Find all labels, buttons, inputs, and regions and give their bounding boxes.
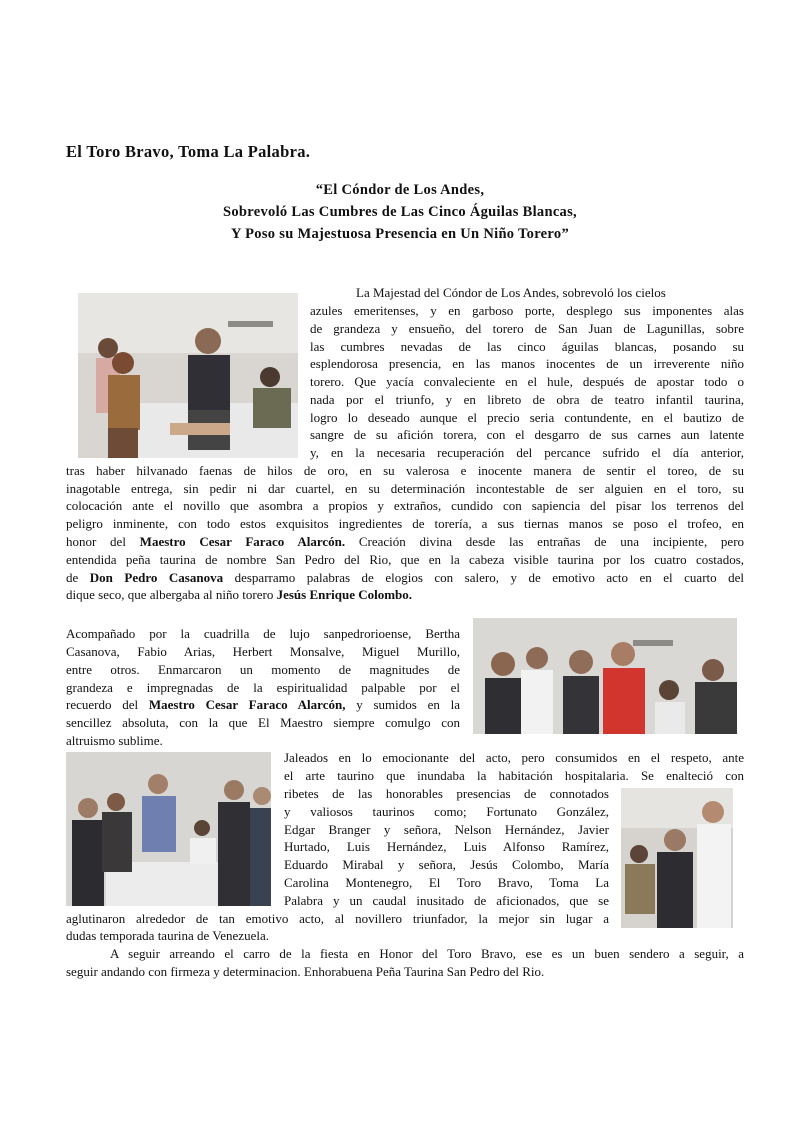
text: honor del <box>66 534 126 549</box>
paragraph-3-line-4: y valiosos taurinos como; Fortunato González, <box>284 804 609 819</box>
bold-name: Maestro Cesar Faraco Alarcón, <box>148 697 346 712</box>
text: desparramo palabras de elogios con salero, y de emotivo acto en el cuarto del <box>234 570 745 585</box>
paragraph-1-line-1 <box>310 284 744 302</box>
paragraph-3-line-3: ribetes de las honorables presencias de connotados <box>284 786 609 801</box>
paragraph-1-line-15 <box>66 533 744 551</box>
paragraph-1-line-10: y, en la necesaria recuperación del percance sufrido el día anterior, <box>310 445 744 460</box>
paragraph-3-line-10: aglutinaron alrededor de tan emotivo acto, al novillero triunfador, la mejor sin lugar a <box>66 911 609 926</box>
bold-name: Jesús Enrique Colombo. <box>276 587 413 602</box>
text: de <box>66 570 79 585</box>
photo-visitors-with-boy <box>66 752 271 906</box>
paragraph-3-line-7: Eduardo Mirabal y señora, Jesús Colombo, María <box>284 857 609 872</box>
paragraph-3-line-6: Hurtado, Luis Hernández, Luis Alfonso Ramírez, <box>284 839 609 854</box>
paragraph-1-line-5: esplendorosa presencia, en las manos inocentes de un irreverente niño <box>310 356 744 371</box>
subtitle-line-2: Sobrevoló Las Cumbres de Las Cinco Águilas Blancas, <box>223 204 577 220</box>
paragraph-1-line-8: logro lo deseado aunque el precio seria contundente, en el bautizo de <box>310 410 744 425</box>
paragraph-3-line-2: el arte taurino que inundaba la habitación hospitalaria. Se enalteció con <box>284 768 744 783</box>
subtitle-line-1: “El Cóndor de Los Andes, <box>315 182 485 198</box>
text: dique seco, que albergaba al niño torero <box>66 587 274 602</box>
paragraph-1-line-16: entendida peña taurina de nombre San Pedro del Rio, que en la cabeza visible taurina por los cuatro costados, <box>66 552 744 567</box>
bold-name: Maestro Cesar Faraco Alarcón. <box>139 534 346 549</box>
photo-hospital-room-visit <box>78 293 298 458</box>
text: y sumidos en la <box>356 697 461 712</box>
text: La Majestad del Cóndor de Los Andes, sobrevoló los cielos <box>356 285 666 300</box>
paragraph-2-line-6: sencillez absoluta, con la que El Maestro siempre comulgo con <box>66 715 460 730</box>
paragraph-2-line-2: Casanova, Fabio Arias, Herbert Monsalve, Miguel Murillo, <box>66 644 460 659</box>
paragraph-1-line-17 <box>66 569 744 587</box>
paragraph-2-line-4: grandeza e impregnadas de la espiritualidad palpable por el <box>66 680 460 695</box>
text: Creación divina desde las entrañas de una incipiente, pero <box>358 534 745 549</box>
paragraph-1-line-14: peligro inminente, con todo estos exquisitos ingredientes de torería, a sus tiernas manos se poso el trofeo, en <box>66 516 744 531</box>
bold-name: Don Pedro Casanova <box>89 570 224 585</box>
paragraph-1-line-6: torero. Que yacía convaleciente en el hule, después de apostar todo o <box>310 374 744 389</box>
paragraph-3-line-5: Edgar Branger y señora, Nelson Hernández, Javier <box>284 822 609 837</box>
paragraph-1-line-2: azules emeritenses, y en garboso porte, desplego sus imponentes alas <box>310 303 744 318</box>
text: recuerdo del <box>66 697 139 712</box>
paragraph-1-line-18 <box>66 586 744 604</box>
paragraph-2-line-3: entre otros. Enmarcaron un momento de magnitudes de <box>66 662 460 677</box>
photo-boy-in-bed <box>621 788 733 928</box>
paragraph-2-line-1: Acompañado por la cuadrilla de lujo sanpedrorioense, Bertha <box>66 626 460 641</box>
paragraph-4-line-1 <box>66 945 744 963</box>
paragraph-1-line-7: nada por el triunfo, y en libreto de obra de teatro infantil taurina, <box>310 392 744 407</box>
paragraph-1-line-3: de grandeza y ensueño, del torero de San Juan de Lagunillas, sobre <box>310 321 744 336</box>
paragraph-3-line-8: Carolina Montenegro, El Toro Bravo, Toma La <box>284 875 609 890</box>
paragraph-1-line-4: las cumbres nevadas de las cinco águilas blancas, posando su <box>310 339 744 354</box>
paragraph-4-line-2: seguir andando con firmeza y determinacion. Enhorabuena Peña Taurina San Pedro del Rio. <box>66 964 545 979</box>
paragraph-3-line-9: Palabra y un caudal inusitado de aficionados, que se <box>284 893 609 908</box>
photo-group-visitors <box>473 618 737 734</box>
subtitle-line-3: Y Poso su Majestuosa Presencia en Un Niño Torero” <box>230 226 569 242</box>
page-title: El Toro Bravo, Toma La Palabra. <box>66 142 311 161</box>
paragraph-3-line-1: Jaleados en lo emocionante del acto, pero consumidos en el respeto, ante <box>284 750 744 765</box>
paragraph-1-line-9: sangre de su afición torera, con el desgarro de sus carnes aun latente <box>310 427 744 442</box>
paragraph-1-line-12: inagotable entrega, sin pedir ni dar cuartel, en su determinación incontestable de ser alguien en el toro, su <box>66 481 744 496</box>
paragraph-2-line-7: altruismo sublime. <box>66 733 163 748</box>
paragraph-1-line-13: colocación ante el novillo que asombra a propios y extraños, cundido con sapiencia del pisar los terrenos del <box>66 498 744 513</box>
text: A seguir arreando el carro de la fiesta en Honor del Toro Bravo, ese es un buen sendero a seguir, a <box>110 946 744 961</box>
paragraph-2-line-5 <box>66 696 460 714</box>
paragraph-1-line-11: tras haber hilvanado faenas de hilos de oro, en su valerosa e inocente manera de sentir el toreo, de su <box>66 463 744 478</box>
paragraph-3-line-11: dudas temporada taurina de Venezuela. <box>66 928 269 943</box>
